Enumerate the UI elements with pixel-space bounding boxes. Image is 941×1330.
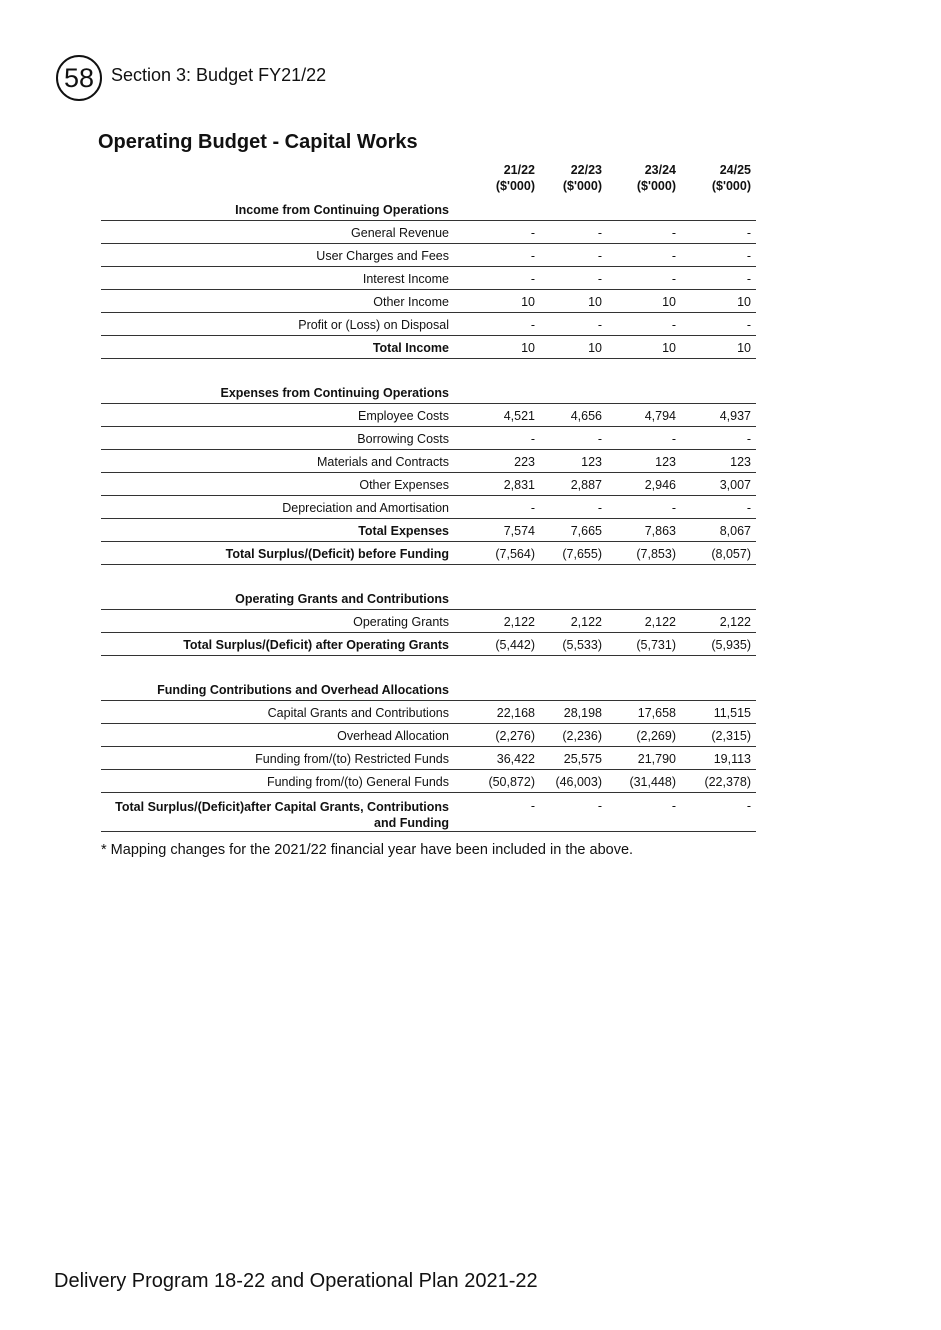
row-value: - bbox=[597, 249, 602, 263]
row-value: - bbox=[597, 799, 602, 813]
row-value: - bbox=[671, 501, 676, 515]
row-label: Total Expenses bbox=[358, 524, 449, 538]
table-row bbox=[101, 473, 756, 496]
row-label: General Revenue bbox=[351, 226, 449, 240]
total-row bbox=[101, 633, 756, 656]
row-label: Overhead Allocation bbox=[337, 729, 449, 743]
table-row bbox=[101, 610, 756, 633]
row-label: Other Income bbox=[373, 295, 449, 309]
row-value: 10 bbox=[521, 341, 535, 355]
row-value: 19,113 bbox=[713, 752, 751, 766]
footnote: * Mapping changes for the 2021/22 financial year have been included in the above. bbox=[101, 842, 634, 858]
row-value: 10 bbox=[588, 341, 602, 355]
spacer-row bbox=[101, 565, 756, 587]
budget-table bbox=[101, 198, 756, 832]
table-title: Operating Budget - Capital Works bbox=[98, 131, 418, 153]
row-value: - bbox=[530, 272, 535, 286]
row-value: (2,276) bbox=[495, 729, 535, 743]
row-value: (5,442) bbox=[495, 638, 535, 652]
column-unit: ($'000) bbox=[711, 179, 751, 193]
row-value: - bbox=[746, 501, 751, 515]
table-row bbox=[101, 404, 756, 427]
row-label: Funding from/(to) Restricted Funds bbox=[255, 752, 449, 766]
row-label: Funding from/(to) General Funds bbox=[266, 775, 449, 789]
row-value: (8,057) bbox=[711, 547, 751, 561]
page-footer: Delivery Program 18-22 and Operational Plan 2021-22 bbox=[54, 1270, 538, 1292]
table-row bbox=[101, 221, 756, 244]
column-unit: ($'000) bbox=[562, 179, 602, 193]
row-value: 223 bbox=[514, 455, 535, 469]
section-title: Section 3: Budget FY21/22 bbox=[111, 65, 327, 85]
row-value: (7,564) bbox=[495, 547, 535, 561]
row-value: 11,515 bbox=[713, 706, 751, 720]
row-value: 28,198 bbox=[563, 706, 602, 720]
table-row bbox=[101, 313, 756, 336]
row-label: Other Expenses bbox=[359, 478, 449, 492]
row-value: (7,853) bbox=[636, 547, 676, 561]
table-row bbox=[101, 427, 756, 450]
row-value: - bbox=[746, 799, 751, 813]
page-number-badge: 58 bbox=[56, 55, 102, 101]
row-value: (5,533) bbox=[562, 638, 602, 652]
row-value: - bbox=[530, 318, 535, 332]
row-value: - bbox=[597, 432, 602, 446]
row-value: (22,378) bbox=[704, 775, 751, 789]
row-value: 10 bbox=[662, 341, 676, 355]
row-value: 7,665 bbox=[570, 524, 602, 538]
column-unit: ($'000) bbox=[495, 179, 535, 193]
row-value: (2,236) bbox=[562, 729, 602, 743]
total-row bbox=[101, 542, 756, 565]
row-value: 10 bbox=[588, 295, 602, 309]
row-value: - bbox=[746, 318, 751, 332]
row-value: 8,067 bbox=[719, 524, 751, 538]
row-value: - bbox=[671, 432, 676, 446]
row-value: - bbox=[530, 799, 535, 813]
row-value: (31,448) bbox=[629, 775, 676, 789]
row-value: (5,731) bbox=[636, 638, 676, 652]
row-value: - bbox=[671, 249, 676, 263]
spacer-row bbox=[101, 656, 756, 678]
row-label: Borrowing Costs bbox=[357, 432, 449, 446]
column-year: 22/23 bbox=[570, 163, 602, 177]
row-label: Materials and Contracts bbox=[316, 455, 449, 469]
row-value: - bbox=[671, 226, 676, 240]
total-row bbox=[101, 793, 756, 832]
total-row bbox=[101, 336, 756, 359]
row-label: Profit or (Loss) on Disposal bbox=[298, 318, 449, 332]
row-value: - bbox=[597, 501, 602, 515]
row-value: 4,521 bbox=[503, 409, 535, 423]
row-value: 4,937 bbox=[719, 409, 751, 423]
row-value: - bbox=[530, 226, 535, 240]
row-value: 2,887 bbox=[570, 478, 602, 492]
row-value: 2,122 bbox=[644, 615, 676, 629]
column-unit: ($'000) bbox=[636, 179, 676, 193]
row-value: 7,574 bbox=[503, 524, 535, 538]
row-value: - bbox=[597, 272, 602, 286]
section-header-row bbox=[101, 587, 756, 610]
table-row bbox=[101, 747, 756, 770]
row-value: - bbox=[671, 272, 676, 286]
table-row bbox=[101, 244, 756, 267]
row-value: (7,655) bbox=[562, 547, 602, 561]
section-header-row bbox=[101, 678, 756, 701]
row-label: Total Surplus/(Deficit) after Operating Grants bbox=[183, 638, 449, 652]
row-value: 3,007 bbox=[719, 478, 751, 492]
row-label: Employee Costs bbox=[357, 409, 449, 423]
row-value: - bbox=[597, 226, 602, 240]
row-value: - bbox=[746, 226, 751, 240]
row-value: 10 bbox=[737, 341, 751, 355]
column-year: 23/24 bbox=[644, 163, 676, 177]
row-value: 123 bbox=[730, 455, 751, 469]
row-value: 36,422 bbox=[496, 752, 535, 766]
section-header-row bbox=[101, 198, 756, 221]
row-value: - bbox=[671, 318, 676, 332]
row-label: Total Surplus/(Deficit)after Capital Grants, Contributions and Funding bbox=[115, 800, 449, 830]
row-label: Operating Grants bbox=[353, 615, 449, 629]
row-value: - bbox=[746, 249, 751, 263]
row-value: 4,794 bbox=[644, 409, 676, 423]
column-year: 21/22 bbox=[503, 163, 535, 177]
row-value: (50,872) bbox=[488, 775, 535, 789]
row-label: Total Income bbox=[372, 341, 449, 355]
row-value: 2,122 bbox=[719, 615, 751, 629]
table-row bbox=[101, 724, 756, 747]
row-label: Income from Continuing Operations bbox=[235, 203, 449, 217]
row-value: 7,863 bbox=[644, 524, 676, 538]
table-row bbox=[101, 450, 756, 473]
row-label: Expenses from Continuing Operations bbox=[220, 386, 449, 400]
row-value: 10 bbox=[737, 295, 751, 309]
row-label: Depreciation and Amortisation bbox=[282, 501, 449, 515]
column-header-23-24 bbox=[606, 162, 676, 194]
row-value: 22,168 bbox=[496, 706, 535, 720]
row-value: 123 bbox=[581, 455, 602, 469]
row-value: 2,831 bbox=[503, 478, 535, 492]
column-header-22-23 bbox=[532, 162, 602, 194]
table-row bbox=[101, 290, 756, 313]
table-row bbox=[101, 267, 756, 290]
row-value: 10 bbox=[521, 295, 535, 309]
row-value: 2,122 bbox=[503, 615, 535, 629]
row-value: - bbox=[530, 249, 535, 263]
spacer-row bbox=[101, 359, 756, 381]
row-label: Total Surplus/(Deficit) before Funding bbox=[225, 547, 449, 561]
row-value: - bbox=[746, 432, 751, 446]
table-row bbox=[101, 770, 756, 793]
row-value: - bbox=[746, 272, 751, 286]
row-value: 4,656 bbox=[570, 409, 602, 423]
row-value: 10 bbox=[662, 295, 676, 309]
column-header-21-22 bbox=[465, 162, 535, 194]
row-value: 123 bbox=[655, 455, 676, 469]
row-value: 25,575 bbox=[563, 752, 602, 766]
table-row bbox=[101, 701, 756, 724]
row-value: (2,315) bbox=[711, 729, 751, 743]
row-value: (2,269) bbox=[636, 729, 676, 743]
total-row bbox=[101, 519, 756, 542]
row-label: Operating Grants and Contributions bbox=[235, 592, 449, 606]
row-value: - bbox=[671, 799, 676, 813]
row-value: 17,658 bbox=[637, 706, 676, 720]
row-label: Funding Contributions and Overhead Allocations bbox=[157, 683, 449, 697]
row-value: 2,946 bbox=[644, 478, 676, 492]
row-label: User Charges and Fees bbox=[316, 249, 449, 263]
row-value: - bbox=[597, 318, 602, 332]
column-year: 24/25 bbox=[719, 163, 751, 177]
column-header-24-25 bbox=[681, 162, 751, 194]
table-row bbox=[101, 496, 756, 519]
row-value: (5,935) bbox=[711, 638, 751, 652]
row-value: (46,003) bbox=[555, 775, 602, 789]
row-value: 21,790 bbox=[637, 752, 676, 766]
row-label: Capital Grants and Contributions bbox=[267, 706, 449, 720]
row-value: - bbox=[530, 501, 535, 515]
row-value: 2,122 bbox=[570, 615, 602, 629]
row-label: Interest Income bbox=[362, 272, 449, 286]
section-header-row bbox=[101, 381, 756, 404]
row-value: - bbox=[530, 432, 535, 446]
